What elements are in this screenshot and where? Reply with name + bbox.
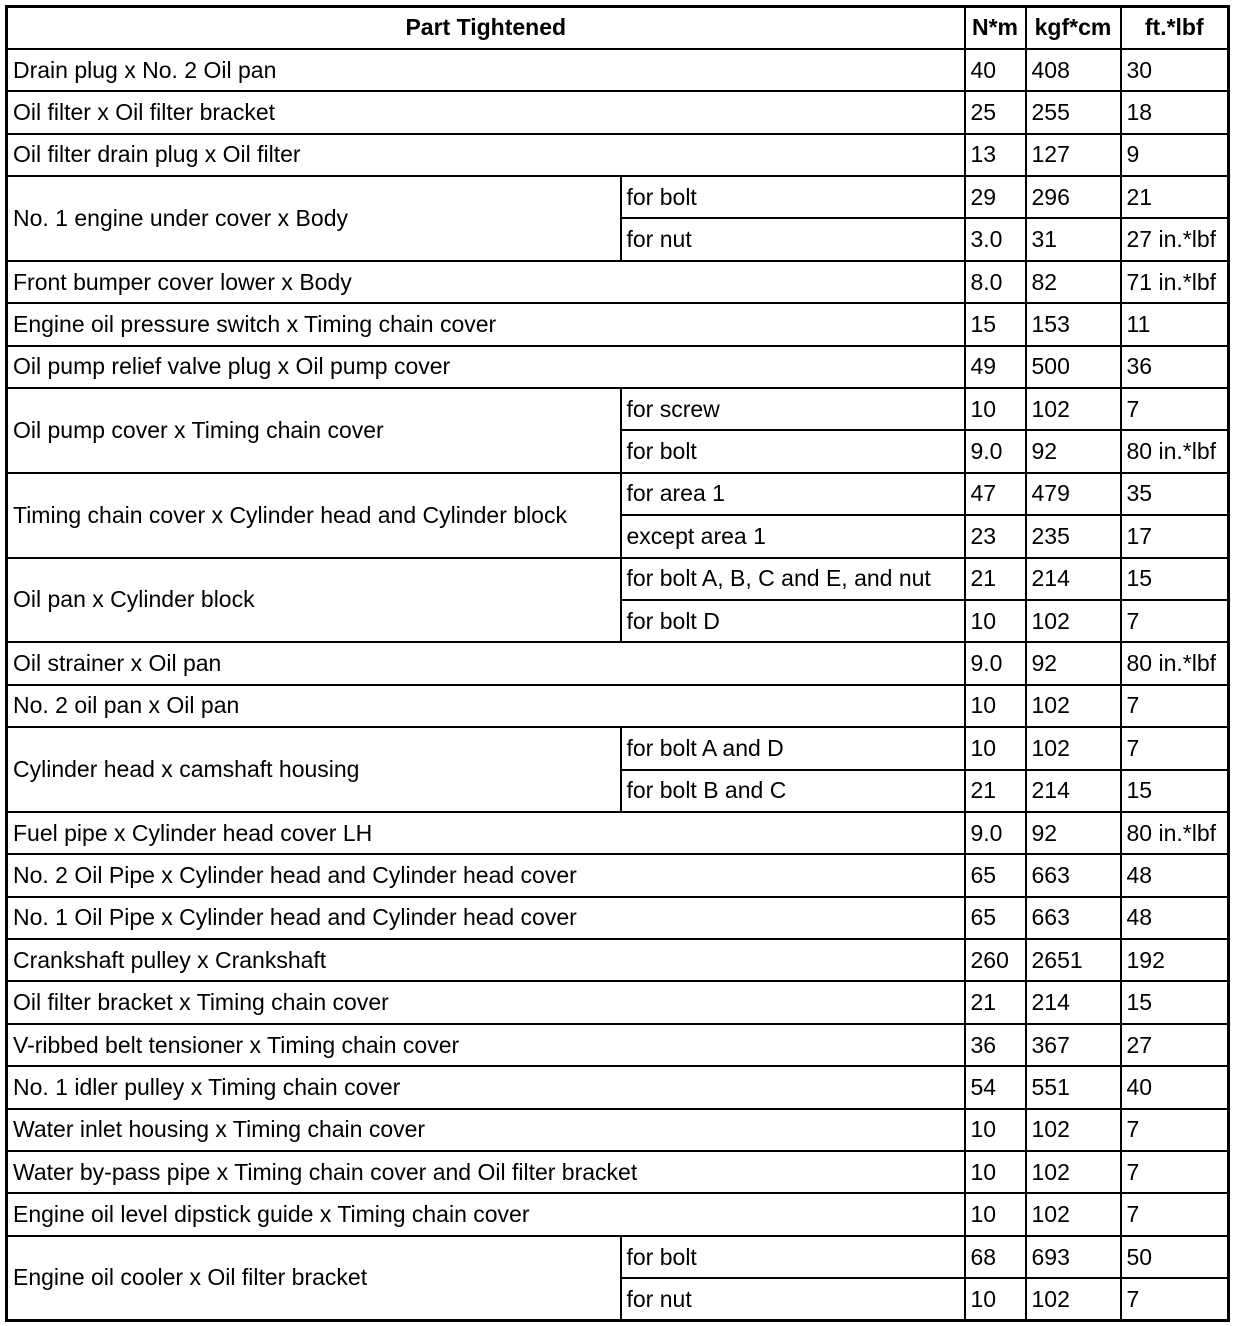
torque-table-body: [7, 49, 1229, 1321]
nm-cell: 10: [965, 600, 1026, 642]
table-row: [7, 1066, 1229, 1108]
ft-lbf-cell: 192: [1121, 939, 1229, 981]
kgf-cm-cell: 408: [1026, 49, 1121, 91]
ft-lbf-cell: 15: [1121, 981, 1229, 1023]
table-row: [7, 981, 1229, 1023]
nm-cell: 40: [965, 49, 1026, 91]
kgf-cm-cell: 255: [1026, 91, 1121, 133]
nm-cell: 65: [965, 854, 1026, 896]
part-cell: Engine oil level dipstick guide x Timing chain cover: [7, 1193, 965, 1235]
ft-lbf-cell: 15: [1121, 770, 1229, 812]
ft-lbf-cell: 15: [1121, 558, 1229, 600]
condition-cell: for bolt A and D: [621, 727, 965, 769]
nm-cell: 8.0: [965, 261, 1026, 303]
kgf-cm-cell: 693: [1026, 1236, 1121, 1278]
part-cell: Water inlet housing x Timing chain cover: [7, 1109, 965, 1151]
header-newton-meter: N*m: [965, 7, 1026, 49]
nm-cell: 13: [965, 134, 1026, 176]
condition-cell: for bolt: [621, 176, 965, 218]
condition-cell: for nut: [621, 218, 965, 260]
part-cell: Drain plug x No. 2 Oil pan: [7, 49, 965, 91]
kgf-cm-cell: 500: [1026, 346, 1121, 388]
nm-cell: 21: [965, 981, 1026, 1023]
part-cell: Oil strainer x Oil pan: [7, 642, 965, 684]
table-row: [7, 642, 1229, 684]
kgf-cm-cell: 214: [1026, 558, 1121, 600]
kgf-cm-cell: 31: [1026, 218, 1121, 260]
nm-cell: 15: [965, 303, 1026, 345]
part-cell: No. 2 Oil Pipe x Cylinder head and Cylinder head cover: [7, 854, 965, 896]
ft-lbf-cell: 7: [1121, 727, 1229, 769]
table-row: [7, 91, 1229, 133]
nm-cell: 54: [965, 1066, 1026, 1108]
table-row: [7, 134, 1229, 176]
nm-cell: 9.0: [965, 430, 1026, 472]
ft-lbf-cell: 27: [1121, 1024, 1229, 1066]
ft-lbf-cell: 80 in.*lbf: [1121, 812, 1229, 854]
nm-cell: 10: [965, 727, 1026, 769]
part-cell: Crankshaft pulley x Crankshaft: [7, 939, 965, 981]
nm-cell: 25: [965, 91, 1026, 133]
ft-lbf-cell: 7: [1121, 600, 1229, 642]
kgf-cm-cell: 296: [1026, 176, 1121, 218]
kgf-cm-cell: 153: [1026, 303, 1121, 345]
nm-cell: 10: [965, 685, 1026, 727]
ft-lbf-cell: 21: [1121, 176, 1229, 218]
ft-lbf-cell: 48: [1121, 854, 1229, 896]
table-row: [7, 346, 1229, 388]
kgf-cm-cell: 214: [1026, 770, 1121, 812]
table-row: [7, 1024, 1229, 1066]
part-cell: Water by-pass pipe x Timing chain cover and Oil filter bracket: [7, 1151, 965, 1193]
kgf-cm-cell: 551: [1026, 1066, 1121, 1108]
part-cell: Engine oil pressure switch x Timing chain cover: [7, 303, 965, 345]
table-row: [7, 854, 1229, 896]
ft-lbf-cell: 40: [1121, 1066, 1229, 1108]
nm-cell: 47: [965, 473, 1026, 515]
nm-cell: 10: [965, 1151, 1026, 1193]
table-row: [7, 388, 1229, 430]
ft-lbf-cell: 80 in.*lbf: [1121, 430, 1229, 472]
table-row: [7, 1151, 1229, 1193]
ft-lbf-cell: 7: [1121, 1193, 1229, 1235]
condition-cell: except area 1: [621, 515, 965, 557]
table-row: [7, 176, 1229, 218]
kgf-cm-cell: 102: [1026, 1109, 1121, 1151]
nm-cell: 65: [965, 897, 1026, 939]
ft-lbf-cell: 48: [1121, 897, 1229, 939]
table-row: [7, 897, 1229, 939]
kgf-cm-cell: 663: [1026, 854, 1121, 896]
nm-cell: 260: [965, 939, 1026, 981]
part-cell: Engine oil cooler x Oil filter bracket: [7, 1236, 621, 1321]
part-cell: No. 2 oil pan x Oil pan: [7, 685, 965, 727]
part-cell: Oil filter x Oil filter bracket: [7, 91, 965, 133]
part-cell: V-ribbed belt tensioner x Timing chain cover: [7, 1024, 965, 1066]
part-cell: Oil filter bracket x Timing chain cover: [7, 981, 965, 1023]
ft-lbf-cell: 27 in.*lbf: [1121, 218, 1229, 260]
table-row: [7, 558, 1229, 600]
part-cell: No. 1 Oil Pipe x Cylinder head and Cylinder head cover: [7, 897, 965, 939]
table-row: [7, 261, 1229, 303]
ft-lbf-cell: 30: [1121, 49, 1229, 91]
kgf-cm-cell: 102: [1026, 685, 1121, 727]
condition-cell: for nut: [621, 1278, 965, 1320]
table-row: [7, 303, 1229, 345]
table-row: [7, 812, 1229, 854]
nm-cell: 3.0: [965, 218, 1026, 260]
ft-lbf-cell: 35: [1121, 473, 1229, 515]
part-cell: Fuel pipe x Cylinder head cover LH: [7, 812, 965, 854]
kgf-cm-cell: 92: [1026, 642, 1121, 684]
condition-cell: for bolt B and C: [621, 770, 965, 812]
ft-lbf-cell: 9: [1121, 134, 1229, 176]
ft-lbf-cell: 18: [1121, 91, 1229, 133]
nm-cell: 10: [965, 1193, 1026, 1235]
nm-cell: 9.0: [965, 642, 1026, 684]
kgf-cm-cell: 479: [1026, 473, 1121, 515]
kgf-cm-cell: 367: [1026, 1024, 1121, 1066]
kgf-cm-cell: 102: [1026, 600, 1121, 642]
part-cell: No. 1 idler pulley x Timing chain cover: [7, 1066, 965, 1108]
condition-cell: for bolt A, B, C and E, and nut: [621, 558, 965, 600]
ft-lbf-cell: 71 in.*lbf: [1121, 261, 1229, 303]
ft-lbf-cell: 7: [1121, 388, 1229, 430]
nm-cell: 49: [965, 346, 1026, 388]
nm-cell: 21: [965, 770, 1026, 812]
part-cell: Cylinder head x camshaft housing: [7, 727, 621, 812]
nm-cell: 9.0: [965, 812, 1026, 854]
ft-lbf-cell: 80 in.*lbf: [1121, 642, 1229, 684]
condition-cell: for area 1: [621, 473, 965, 515]
nm-cell: 23: [965, 515, 1026, 557]
nm-cell: 10: [965, 1109, 1026, 1151]
ft-lbf-cell: 7: [1121, 1109, 1229, 1151]
kgf-cm-cell: 92: [1026, 812, 1121, 854]
part-cell: Timing chain cover x Cylinder head and Cylinder block: [7, 473, 621, 558]
table-row: [7, 685, 1229, 727]
ft-lbf-cell: 7: [1121, 1151, 1229, 1193]
table-row: [7, 1109, 1229, 1151]
kgf-cm-cell: 92: [1026, 430, 1121, 472]
part-cell: No. 1 engine under cover x Body: [7, 176, 621, 261]
nm-cell: 36: [965, 1024, 1026, 1066]
table-row: [7, 939, 1229, 981]
nm-cell: 21: [965, 558, 1026, 600]
kgf-cm-cell: 102: [1026, 727, 1121, 769]
kgf-cm-cell: 127: [1026, 134, 1121, 176]
part-cell: Oil pump relief valve plug x Oil pump cover: [7, 346, 965, 388]
kgf-cm-cell: 214: [1026, 981, 1121, 1023]
nm-cell: 10: [965, 388, 1026, 430]
kgf-cm-cell: 663: [1026, 897, 1121, 939]
kgf-cm-cell: 2651: [1026, 939, 1121, 981]
ft-lbf-cell: 11: [1121, 303, 1229, 345]
kgf-cm-cell: 235: [1026, 515, 1121, 557]
table-row: [7, 1236, 1229, 1278]
table-row: [7, 1193, 1229, 1235]
header-row: [7, 7, 1229, 49]
header-part-tightened: Part Tightened: [7, 7, 965, 49]
ft-lbf-cell: 36: [1121, 346, 1229, 388]
table-row: [7, 727, 1229, 769]
part-cell: Oil filter drain plug x Oil filter: [7, 134, 965, 176]
kgf-cm-cell: 102: [1026, 1278, 1121, 1320]
kgf-cm-cell: 102: [1026, 388, 1121, 430]
condition-cell: for bolt: [621, 430, 965, 472]
kgf-cm-cell: 102: [1026, 1193, 1121, 1235]
ft-lbf-cell: 17: [1121, 515, 1229, 557]
ft-lbf-cell: 7: [1121, 685, 1229, 727]
part-cell: Oil pan x Cylinder block: [7, 558, 621, 643]
nm-cell: 29: [965, 176, 1026, 218]
header-kgf-cm: kgf*cm: [1026, 7, 1121, 49]
torque-specification-table: [5, 5, 1230, 1322]
ft-lbf-cell: 7: [1121, 1278, 1229, 1320]
condition-cell: for bolt D: [621, 600, 965, 642]
header-ft-lbf: ft.*lbf: [1121, 7, 1229, 49]
nm-cell: 10: [965, 1278, 1026, 1320]
part-cell: Front bumper cover lower x Body: [7, 261, 965, 303]
nm-cell: 68: [965, 1236, 1026, 1278]
condition-cell: for bolt: [621, 1236, 965, 1278]
kgf-cm-cell: 82: [1026, 261, 1121, 303]
table-row: [7, 49, 1229, 91]
kgf-cm-cell: 102: [1026, 1151, 1121, 1193]
ft-lbf-cell: 50: [1121, 1236, 1229, 1278]
part-cell: Oil pump cover x Timing chain cover: [7, 388, 621, 473]
condition-cell: for screw: [621, 388, 965, 430]
table-row: [7, 473, 1229, 515]
